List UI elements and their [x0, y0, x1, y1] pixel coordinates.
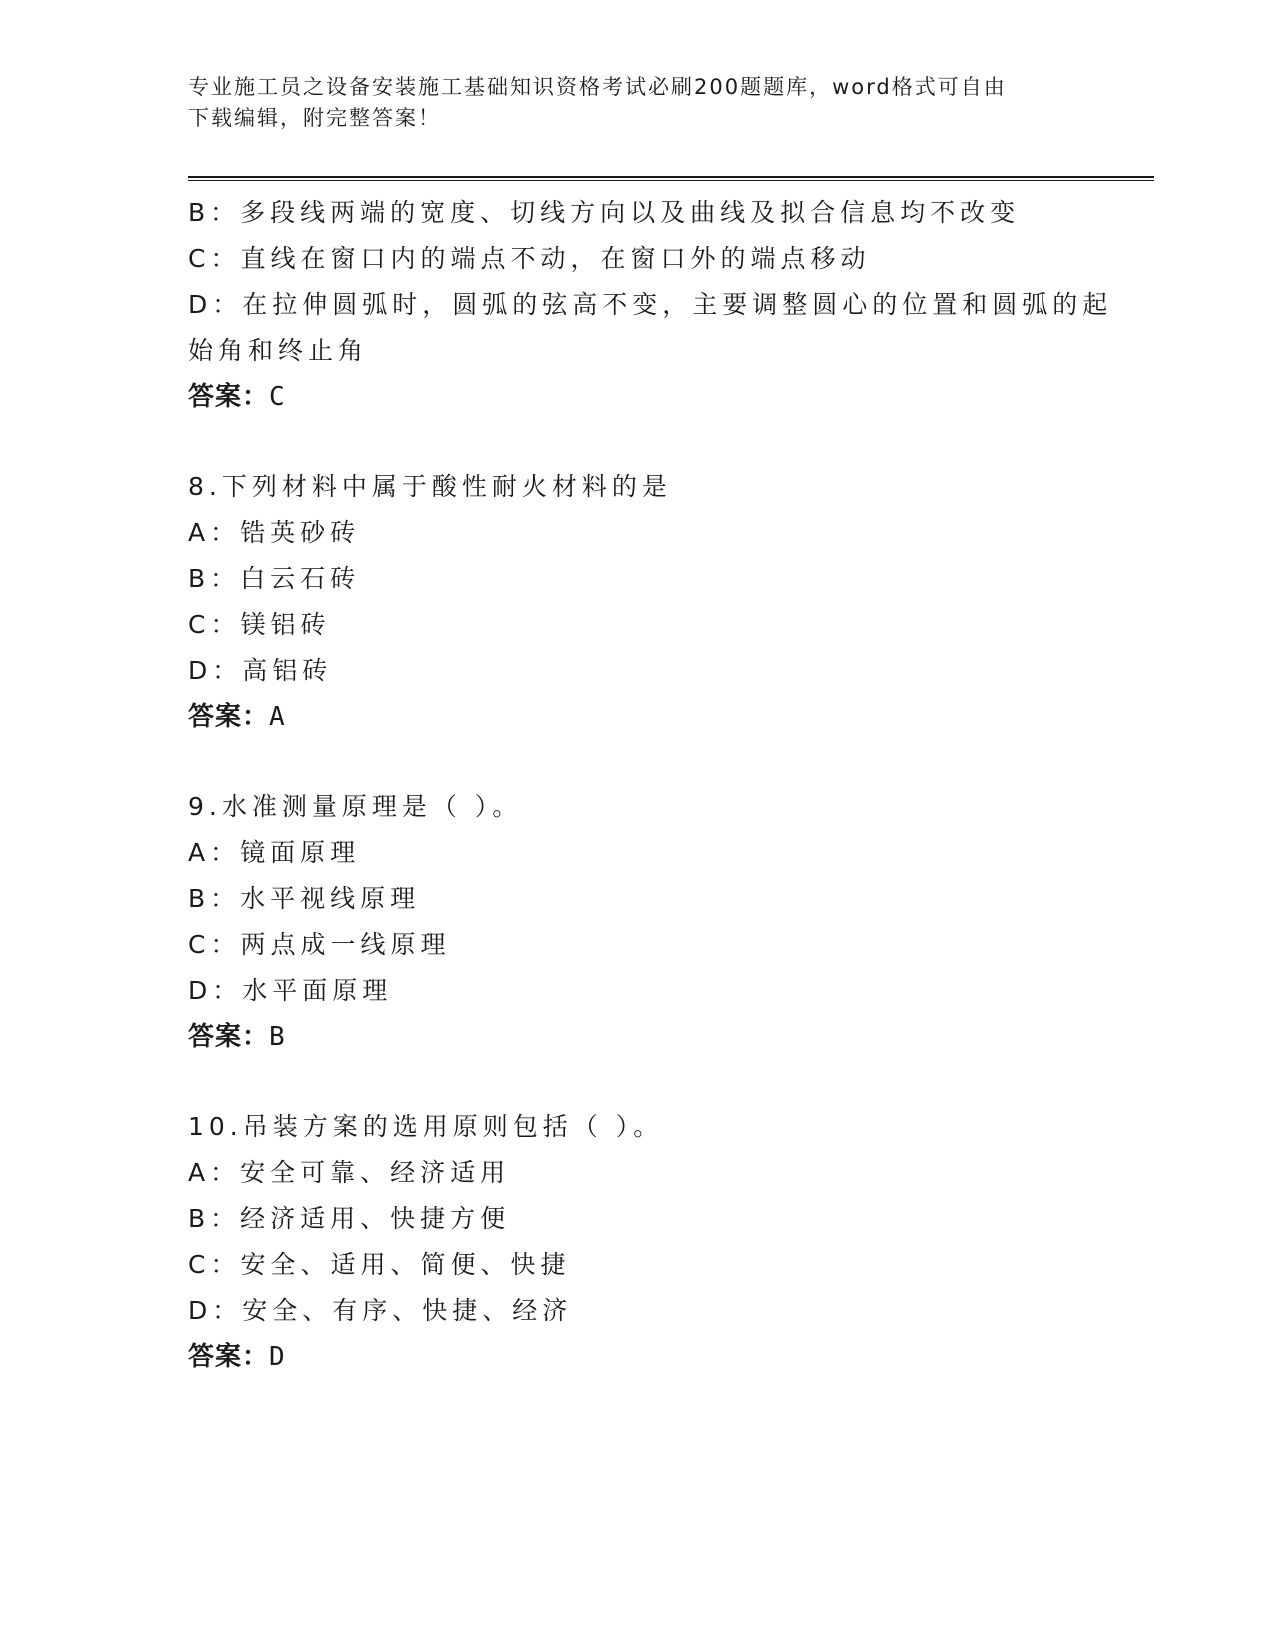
option-a: A：安全可靠、经济适用 [188, 1158, 511, 1187]
answer-label: 答案： [188, 1022, 270, 1052]
answer-label: 答案： [188, 1342, 270, 1372]
option-d-continuation: 始角和终止角 [188, 336, 369, 365]
option-d: D：安全、有序、快捷、经济 [188, 1296, 573, 1325]
option-a: A：镜面原理 [188, 838, 361, 867]
question-7-continued [188, 190, 1113, 420]
option-c: C：安全、适用、简便、快捷 [188, 1250, 571, 1279]
option-d: D：高铝砖 [188, 656, 333, 685]
question-stem: 9.水准测量原理是（ ）。 [188, 792, 523, 821]
option-d: D：在拉伸圆弧时，圆弧的弦高不变，主要调整圆心的位置和圆弧的起 [188, 290, 1113, 319]
option-b: B：水平视线原理 [188, 884, 421, 913]
question-9 [188, 784, 1108, 1060]
answer-value: A [269, 702, 286, 732]
answer [188, 1334, 1108, 1380]
answer-label: 答案： [188, 702, 270, 732]
answer [188, 694, 1108, 740]
option-c: C：镁铝砖 [188, 610, 331, 639]
option-c: C：两点成一线原理 [188, 930, 451, 959]
answer [188, 1014, 1108, 1060]
option-b: B：经济适用、快捷方便 [188, 1204, 511, 1233]
question-10 [188, 1104, 1108, 1380]
document-header [188, 72, 1088, 134]
header-title-line-1: 专业施工员之设备安装施工基础知识资格考试必刷200题题库，word格式可自由 [188, 75, 1007, 99]
document-body [188, 190, 1113, 1380]
header-title-line-2: 下载编辑，附完整答案！ [188, 106, 441, 130]
question-stem: 10.吊装方案的选用原则包括（ ）。 [188, 1112, 664, 1141]
answer-value: B [269, 1022, 286, 1052]
option-b: B：多段线两端的宽度、切线方向以及曲线及拟合信息均不改变 [188, 198, 1021, 227]
question-stem: 8.下列材料中属于酸性耐火材料的是 [188, 472, 672, 501]
question-8 [188, 464, 1108, 740]
header-divider [188, 176, 1154, 181]
answer-label: 答案： [188, 382, 270, 412]
answer-value: D [269, 1342, 286, 1372]
option-c: C：直线在窗口内的端点不动，在窗口外的端点移动 [188, 244, 871, 273]
answer [188, 374, 1108, 420]
option-b: B：白云石砖 [188, 564, 361, 593]
answer-value: C [269, 382, 286, 412]
option-a: A：锆英砂砖 [188, 518, 361, 547]
option-d: D：水平面原理 [188, 976, 393, 1005]
